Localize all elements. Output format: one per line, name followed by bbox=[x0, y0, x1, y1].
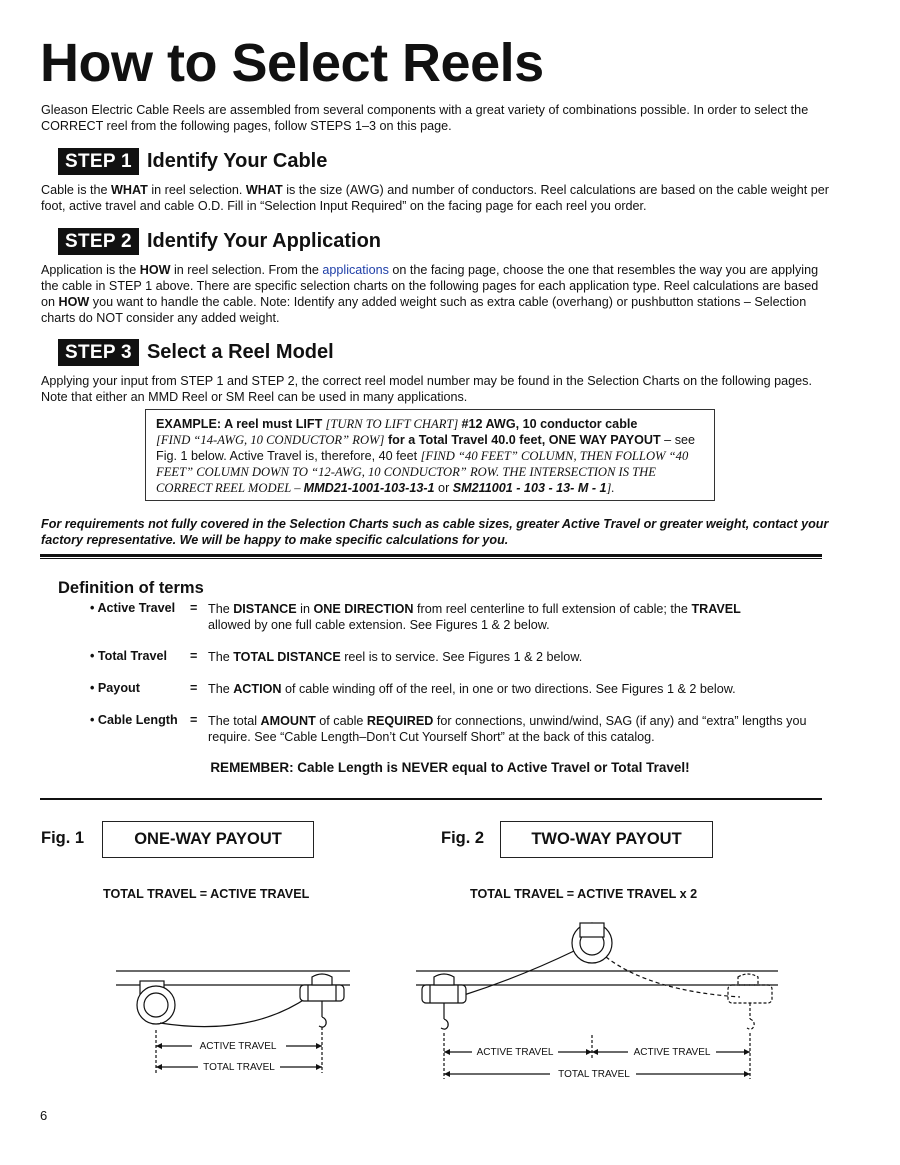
applications-link[interactable]: applications bbox=[322, 263, 389, 277]
trolley-wheels bbox=[312, 974, 332, 985]
step-1-heading bbox=[58, 146, 327, 176]
cable-right bbox=[606, 957, 740, 997]
fig-2-label: Fig. 2 bbox=[441, 829, 485, 847]
divider-double-top bbox=[40, 554, 822, 557]
reel-inner bbox=[144, 993, 168, 1017]
cable bbox=[160, 997, 308, 1027]
fig-1-label: Fig. 1 bbox=[41, 829, 85, 847]
fig-1-total-travel-label: TOTAL TRAVEL bbox=[203, 1062, 275, 1073]
def-active-travel: The DISTANCE in ONE DIRECTION from reel centerline to full extension of cable; the TRAVEL allowed by one full cable extension. See Figures 1 & 2 below. bbox=[208, 602, 741, 632]
hook-icon-right bbox=[747, 1019, 754, 1029]
intro-paragraph: Gleason Electric Cable Reels are assembled from several components with a great variety of combinations possible. In order to select the CORRECT reel from the following pages, follow STEPS 1–3 on this page. bbox=[41, 103, 809, 133]
hook-icon bbox=[319, 1017, 326, 1027]
fig-2-title-box: TWO-WAY PAYOUT bbox=[500, 821, 713, 858]
term-cable-length: • Cable Length = bbox=[90, 713, 198, 727]
fig-1-active-travel-label: ACTIVE TRAVEL bbox=[199, 1041, 277, 1052]
cable-left bbox=[464, 951, 574, 995]
fig-2-caption: TOTAL TRAVEL = ACTIVE TRAVEL x 2 bbox=[470, 887, 698, 901]
divider-figures bbox=[40, 798, 822, 800]
term-payout: • Payout = bbox=[90, 681, 198, 695]
term-total-travel: • Total Travel = bbox=[90, 649, 198, 663]
step-3-heading bbox=[58, 337, 334, 367]
step-2-text: Application is the HOW in reel selection. From the applications on the facing page, choose the one that resembles the way you are applying the cable in STEP 1 above. There are specific selection charts on the following pages for each application type. Reel calculations are based on HOW you want to handle the cable. Note: Identify any added weight such as extra cable (overhang) or pushbutton stations – Selection charts do NOT consider any added weight. bbox=[41, 263, 819, 325]
fig-2-diagram bbox=[410, 915, 790, 1085]
term-active-travel: • Active Travel = bbox=[90, 601, 198, 615]
definitions-title: Definition of terms bbox=[58, 579, 204, 597]
step-2-badge: STEP 2 bbox=[58, 228, 139, 255]
step-1-text: Cable is the WHAT in reel selection. WHAT is the size (AWG) and number of conductors. Reel calculations are based on the cable weight per foot, active travel and cable O.D. Fill in “Selection Input Required” on the facing page for each reel you order. bbox=[41, 183, 829, 213]
def-total-travel: The TOTAL DISTANCE reel is to service. See Figures 1 & 2 below. bbox=[208, 650, 583, 664]
step-1-title: Identify Your Cable bbox=[146, 149, 328, 172]
fig-2-active-travel-left-label: ACTIVE TRAVEL bbox=[476, 1047, 554, 1058]
fig-2-active-travel-right-label: ACTIVE TRAVEL bbox=[633, 1047, 711, 1058]
factory-note: For requirements not fully covered in the Selection Charts such as cable sizes, greater Active Travel or greater weight, contact your factory representative. We will be happy to make specific calculations for you. bbox=[41, 517, 829, 547]
fig-1-diagram bbox=[100, 955, 370, 1085]
step-1-badge: STEP 1 bbox=[58, 148, 139, 175]
fig-2-total-travel-label: TOTAL TRAVEL bbox=[558, 1069, 630, 1080]
step-3-badge: STEP 3 bbox=[58, 339, 139, 366]
step-3-text: Applying your input from STEP 1 and STEP 2, the correct reel model number may be found in the Selection Charts on the following pages. Note that either an MMD Reel or SM Reel can be used in many applications. bbox=[41, 374, 812, 404]
step-2-title: Identify Your Application bbox=[146, 229, 382, 252]
fig-1-caption: TOTAL TRAVEL = ACTIVE TRAVEL bbox=[103, 887, 310, 901]
reel-bracket bbox=[580, 923, 604, 937]
divider-double-bottom bbox=[40, 558, 822, 559]
hook-icon-left bbox=[441, 1019, 448, 1029]
example-box: EXAMPLE: A reel must LIFT [TURN TO LIFT CHART] #12 AWG, 10 conductor cable [FIND “14-AWG, 10 CONDUCTOR” ROW] for a Total Travel 40.0 feet, ONE WAY PAYOUT – see Fig. 1 below. Active Travel is, therefore, 40 feet [FIND “40 FEET” COLUMN, THEN FOLLOW “40 FEET” COLUMN DOWN TO “12-AWG, 10 CONDUCTOR” ROW. THE INTERSECTION IS THE CORRECT REEL MODEL – MMD21-1001-103-13-1 or SM211001 - 103 - 13- M - 1]. bbox=[145, 409, 715, 501]
step-3-title: Select a Reel Model bbox=[146, 340, 334, 363]
fig-1-title-box: ONE-WAY PAYOUT bbox=[102, 821, 314, 858]
trolley-right bbox=[728, 985, 772, 1003]
page-number: 6 bbox=[40, 1108, 48, 1123]
def-payout: The ACTION of cable winding off of the reel, in one or two directions. See Figures 1 & 2 below. bbox=[208, 682, 736, 696]
remember-note: REMEMBER: Cable Length is NEVER equal to Active Travel or Total Travel! bbox=[210, 760, 690, 775]
step-2-heading bbox=[58, 226, 381, 256]
trolley bbox=[300, 985, 344, 1001]
trolley-left bbox=[422, 985, 466, 1003]
page-title: How to Select Reels bbox=[40, 33, 544, 93]
def-cable-length: The total AMOUNT of cable REQUIRED for connections, unwind/wind, SAG (if any) and “extra” lengths you require. See “Cable Length–Don’t Cut Yourself Short” at the back of this catalog. bbox=[208, 714, 807, 744]
